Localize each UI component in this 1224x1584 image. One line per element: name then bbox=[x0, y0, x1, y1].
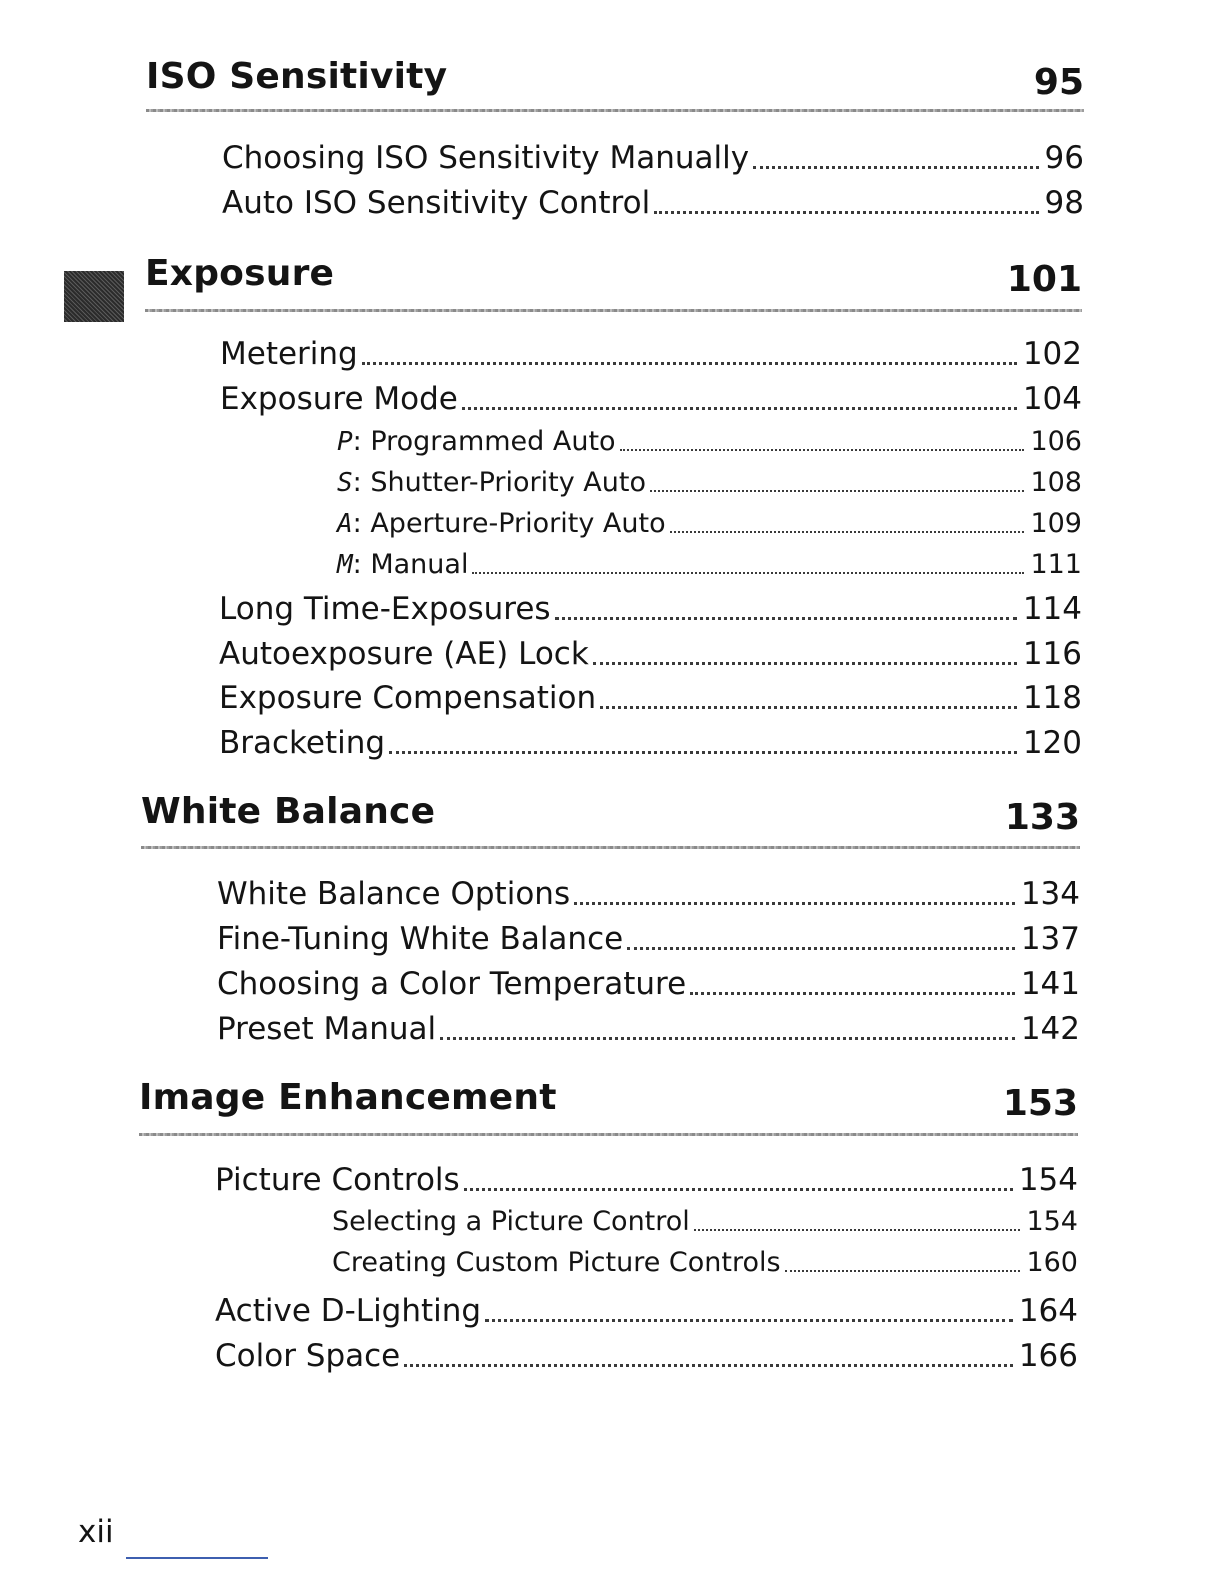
footer-rule bbox=[126, 1557, 268, 1559]
page-folio: xii bbox=[78, 1514, 114, 1550]
section-title: ISO Sensitivity bbox=[146, 56, 448, 97]
dot-leader bbox=[654, 211, 1038, 214]
mode-s-icon: S bbox=[337, 468, 353, 498]
dot-leader bbox=[464, 1188, 1013, 1191]
section-divider bbox=[146, 109, 1084, 112]
toc-entry-page: 104 bbox=[1022, 381, 1082, 417]
dot-leader bbox=[670, 531, 1025, 533]
toc-entry-label: Choosing a Color Temperature bbox=[217, 966, 687, 1002]
toc-entry-label: : Manual bbox=[352, 549, 469, 580]
section-title: Exposure bbox=[145, 253, 335, 294]
toc-subentry[interactable] bbox=[337, 549, 1082, 580]
toc-entry-page: 98 bbox=[1044, 185, 1084, 221]
toc-entry[interactable] bbox=[217, 921, 1080, 957]
dot-leader bbox=[389, 751, 1017, 754]
section-divider bbox=[141, 846, 1080, 849]
toc-entry-label: Auto ISO Sensitivity Control bbox=[222, 185, 651, 221]
toc-entry[interactable] bbox=[220, 336, 1082, 372]
toc-entry-page: 137 bbox=[1020, 921, 1080, 957]
dot-leader bbox=[574, 902, 1015, 905]
toc-entry[interactable] bbox=[217, 1011, 1080, 1047]
section-heading bbox=[145, 253, 1082, 303]
toc-entry-page: 160 bbox=[1026, 1247, 1078, 1278]
toc-entry-page: 116 bbox=[1022, 636, 1082, 672]
toc-entry-label: Metering bbox=[220, 336, 358, 372]
toc-entry-label: : Aperture-Priority Auto bbox=[352, 508, 666, 539]
toc-entry-label: Picture Controls bbox=[215, 1162, 460, 1198]
toc-entry[interactable] bbox=[222, 185, 1084, 221]
dot-leader bbox=[650, 490, 1024, 492]
toc-entry-label: : Shutter-Priority Auto bbox=[352, 467, 646, 498]
dot-leader bbox=[694, 1229, 1021, 1231]
mode-m-icon: M bbox=[337, 550, 353, 580]
toc-entry-page: 154 bbox=[1018, 1162, 1078, 1198]
toc-entry-page: 141 bbox=[1020, 966, 1080, 1002]
dot-leader bbox=[627, 947, 1015, 950]
toc-subentry[interactable] bbox=[337, 467, 1082, 498]
toc-entry-page: 118 bbox=[1022, 680, 1082, 716]
section-title: Image Enhancement bbox=[139, 1077, 557, 1118]
section-page-number: 133 bbox=[1004, 797, 1080, 838]
dot-leader bbox=[690, 992, 1015, 995]
dot-leader bbox=[440, 1037, 1015, 1040]
section-heading bbox=[141, 791, 1080, 841]
dot-leader bbox=[362, 362, 1017, 365]
toc-entry[interactable] bbox=[219, 636, 1082, 672]
toc-entry-label: Bracketing bbox=[219, 725, 386, 761]
dot-leader bbox=[753, 166, 1038, 169]
toc-subentry[interactable] bbox=[337, 426, 1082, 457]
toc-entry[interactable] bbox=[219, 725, 1082, 761]
dot-leader bbox=[620, 449, 1025, 451]
section-page-number: 95 bbox=[1033, 62, 1084, 103]
toc-subentry[interactable] bbox=[332, 1206, 1078, 1237]
toc-entry-label: Color Space bbox=[215, 1338, 401, 1374]
toc-entry-label: Autoexposure (AE) Lock bbox=[219, 636, 589, 672]
toc-entry-label: : Programmed Auto bbox=[352, 426, 616, 457]
toc-entry-page: 102 bbox=[1022, 336, 1082, 372]
toc-entry-label: Creating Custom Picture Controls bbox=[332, 1247, 781, 1278]
toc-entry-page: 164 bbox=[1018, 1293, 1078, 1329]
toc-entry-label: Fine-Tuning White Balance bbox=[217, 921, 624, 957]
section-heading bbox=[146, 56, 1084, 106]
toc-entry-label: Long Time-Exposures bbox=[219, 591, 551, 627]
toc-subentry[interactable] bbox=[337, 508, 1082, 539]
mode-p-icon: P bbox=[337, 427, 353, 457]
toc-entry-label: Preset Manual bbox=[217, 1011, 437, 1047]
dot-leader bbox=[485, 1319, 1013, 1322]
toc-entry-label: Exposure Mode bbox=[220, 381, 458, 417]
toc-entry[interactable] bbox=[215, 1162, 1078, 1198]
toc-entry[interactable] bbox=[220, 381, 1082, 417]
toc-entry-page: 154 bbox=[1026, 1206, 1078, 1237]
toc-entry[interactable] bbox=[217, 876, 1080, 912]
section-heading bbox=[139, 1077, 1078, 1127]
toc-entry-page: 111 bbox=[1030, 549, 1082, 580]
toc-entry-page: 142 bbox=[1020, 1011, 1080, 1047]
toc-subentry[interactable] bbox=[332, 1247, 1078, 1278]
toc-entry-page: 109 bbox=[1030, 508, 1082, 539]
toc-entry-page: 134 bbox=[1020, 876, 1080, 912]
section-divider bbox=[139, 1133, 1078, 1136]
mode-a-icon: A bbox=[337, 509, 353, 539]
section-title: White Balance bbox=[141, 791, 436, 832]
toc-entry-page: 114 bbox=[1022, 591, 1082, 627]
dot-leader bbox=[593, 662, 1017, 665]
dot-leader bbox=[404, 1364, 1013, 1367]
toc-entry-label: White Balance Options bbox=[217, 876, 571, 912]
dot-leader bbox=[600, 706, 1017, 709]
toc-entry[interactable] bbox=[217, 966, 1080, 1002]
dot-leader bbox=[472, 572, 1024, 574]
toc-entry[interactable] bbox=[215, 1338, 1078, 1374]
dot-leader bbox=[555, 617, 1017, 620]
dot-leader bbox=[462, 407, 1017, 410]
toc-entry-page: 166 bbox=[1018, 1338, 1078, 1374]
toc-entry[interactable] bbox=[222, 140, 1084, 176]
section-page-number: 101 bbox=[1006, 259, 1082, 300]
toc-entry-label: Selecting a Picture Control bbox=[332, 1206, 690, 1237]
toc-entry-label: Exposure Compensation bbox=[219, 680, 597, 716]
toc-entry[interactable] bbox=[219, 591, 1082, 627]
toc-entry-page: 106 bbox=[1030, 426, 1082, 457]
toc-entry-page: 96 bbox=[1044, 140, 1084, 176]
section-divider bbox=[145, 309, 1082, 312]
toc-entry-page: 120 bbox=[1022, 725, 1082, 761]
toc-entry-label: Active D-Lighting bbox=[215, 1293, 482, 1329]
toc-entry-label: Choosing ISO Sensitivity Manually bbox=[222, 140, 750, 176]
toc-entry[interactable] bbox=[215, 1293, 1078, 1329]
dot-leader bbox=[785, 1270, 1021, 1272]
chapter-tab-marker bbox=[64, 271, 124, 322]
toc-entry[interactable] bbox=[219, 680, 1082, 716]
section-page-number: 153 bbox=[1002, 1083, 1078, 1124]
toc-entry-page: 108 bbox=[1030, 467, 1082, 498]
